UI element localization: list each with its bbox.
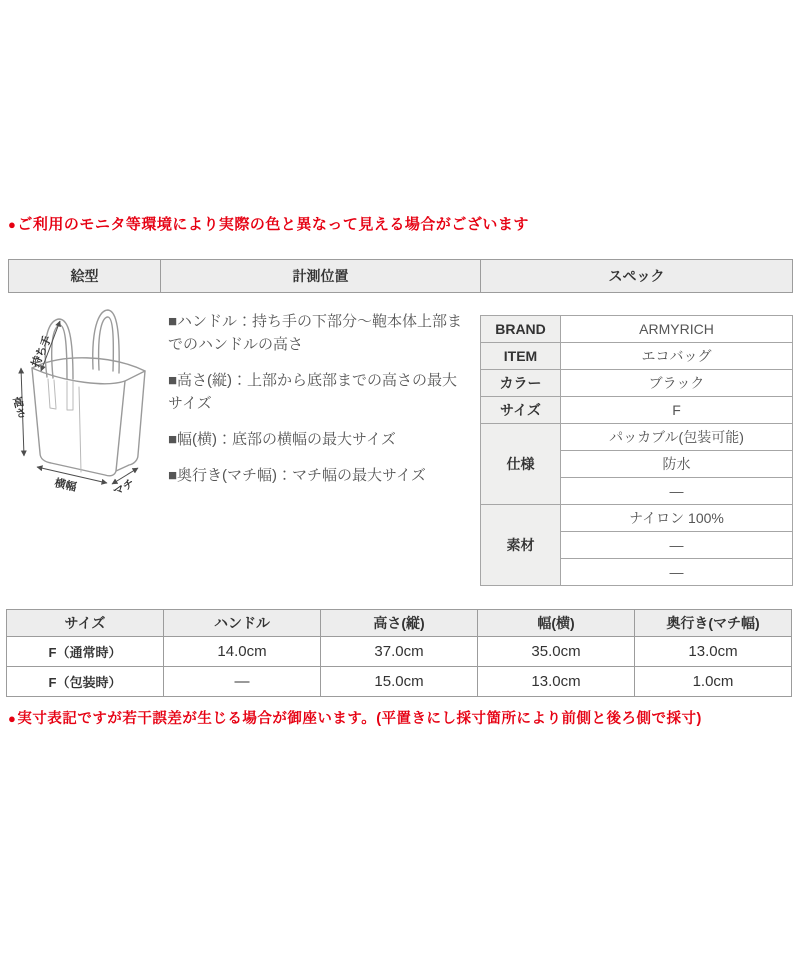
spec-value: — xyxy=(561,559,793,586)
height-label: 高さ xyxy=(10,395,28,420)
size-cell: 13.0cm xyxy=(478,667,635,697)
spec-row-feature xyxy=(481,424,793,451)
measurement-disclaimer-note xyxy=(8,707,702,728)
spec-row-color xyxy=(481,370,793,397)
bag-diagram xyxy=(6,304,161,499)
size-cell: 15.0cm xyxy=(321,667,478,697)
spec-value: エコバッグ xyxy=(561,343,793,370)
section-header-table xyxy=(8,259,793,293)
gusset-label: マチ xyxy=(111,477,137,499)
size-col-header-handle: ハンドル xyxy=(164,610,321,637)
spec-value: 防水 xyxy=(561,451,793,478)
size-col-header-size: サイズ xyxy=(7,610,164,637)
bag-outline-drawing xyxy=(32,310,145,476)
spec-value: — xyxy=(561,478,793,505)
spec-value: — xyxy=(561,532,793,559)
width-label: 横幅 xyxy=(53,477,78,494)
col-header-spec: スペック xyxy=(481,260,793,293)
spec-label: カラー xyxy=(481,370,561,397)
color-disclaimer-text: ご利用のモニタ等環境により実際の色と異なって見える場合がございます xyxy=(17,216,529,233)
spec-row-material xyxy=(481,505,793,532)
spec-value: ナイロン 100% xyxy=(561,505,793,532)
color-disclaimer-note xyxy=(8,213,529,234)
spec-row-item xyxy=(481,343,793,370)
size-row-label: F（通常時） xyxy=(7,637,164,667)
size-cell: 37.0cm xyxy=(321,637,478,667)
spec-row-brand xyxy=(481,316,793,343)
measure-note-depth: ■奥行き(マチ幅)：マチ幅の最大サイズ xyxy=(168,467,426,484)
spec-row-size xyxy=(481,397,793,424)
size-col-header-depth: 奥行き(マチ幅) xyxy=(635,610,792,637)
spec-value: ブラック xyxy=(561,370,793,397)
size-table-header-row xyxy=(7,610,792,637)
size-cell: 35.0cm xyxy=(478,637,635,667)
handle-label: 持ち手 xyxy=(29,334,55,370)
spec-value: F xyxy=(561,397,793,424)
spec-label: 仕様 xyxy=(481,424,561,505)
size-cell: 1.0cm xyxy=(635,667,792,697)
spec-label: 素材 xyxy=(481,505,561,586)
spec-label: サイズ xyxy=(481,397,561,424)
size-row-normal xyxy=(7,637,792,667)
size-col-header-height: 高さ(縦) xyxy=(321,610,478,637)
size-cell: 13.0cm xyxy=(635,637,792,667)
size-cell: 14.0cm xyxy=(164,637,321,667)
col-header-drawing: 絵型 xyxy=(9,260,161,293)
spec-label: BRAND xyxy=(481,316,561,343)
red-dot-icon: ● xyxy=(8,217,17,232)
spec-table xyxy=(480,315,793,586)
size-col-header-width: 幅(横) xyxy=(478,610,635,637)
size-cell: — xyxy=(164,667,321,697)
spec-value: パッカブル(包装可能) xyxy=(561,424,793,451)
measure-note-width: ■幅(横)：底部の横幅の最大サイズ xyxy=(168,431,396,448)
measurement-notes xyxy=(168,310,472,500)
size-row-label: F（包装時） xyxy=(7,667,164,697)
size-table xyxy=(6,609,792,697)
red-dot-icon: ● xyxy=(8,711,17,726)
spec-value: ARMYRICH xyxy=(561,316,793,343)
size-row-packed xyxy=(7,667,792,697)
measurement-disclaimer-text: 実寸表記ですが若干誤差が生じる場合が御座います。(平置きにし採寸箇所により前側と後ろ側で採寸) xyxy=(17,711,702,727)
measure-note-handle: ■ハンドル：持ち手の下部分～鞄本体上部までのハンドルの高さ xyxy=(168,313,463,353)
col-header-measure-position: 計測位置 xyxy=(161,260,481,293)
measure-note-height: ■高さ(縦)：上部から底部までの高さの最大サイズ xyxy=(168,372,458,412)
spec-label: ITEM xyxy=(481,343,561,370)
